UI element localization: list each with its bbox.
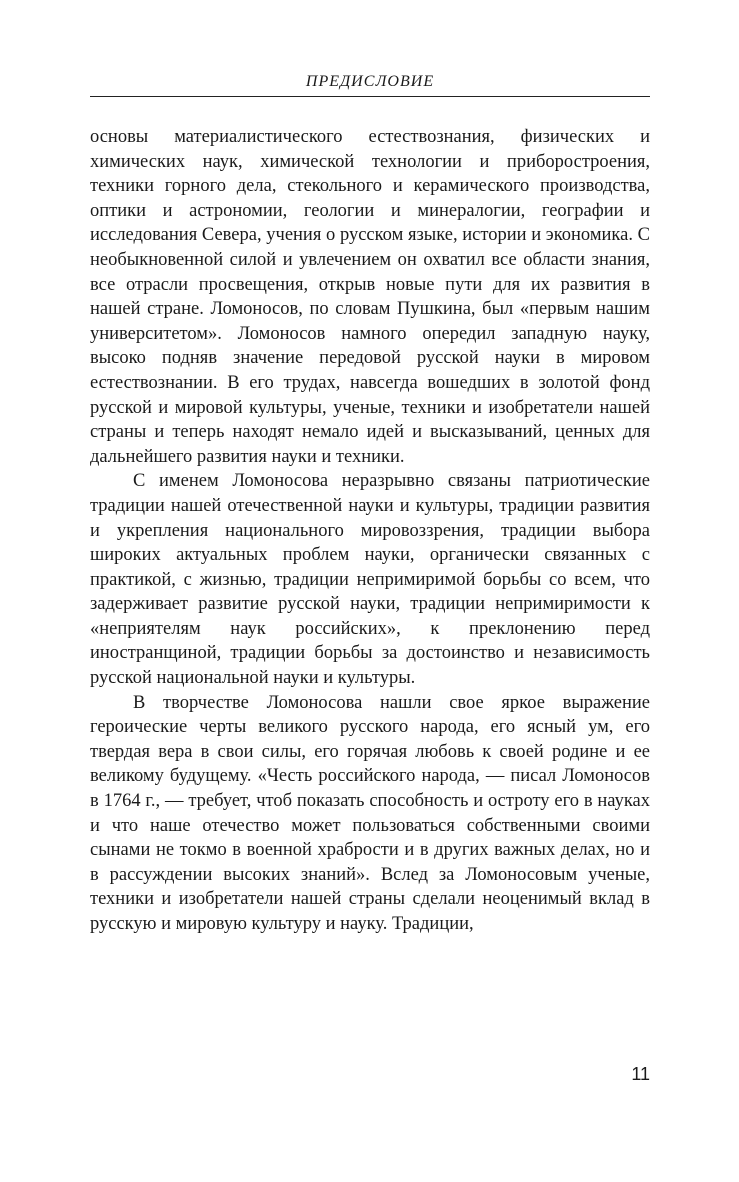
running-head: ПРЕДИСЛОВИЕ [90,72,650,97]
body-text [90,125,650,937]
paragraph-patriotic-traditions: С именем Ломоносова неразрывно связаны патриотические традиции нашей отечественной науки и культуры, традиции развития и укрепления национального мировоззрения, традиции выбора широких актуальных проблем науки, органически связанных с практикой, с жизнью, традиции непримиримой борьбы со всем, что задерживает развитие русской науки, традиции непримиримости к «неприятелям наук российских», к преклонению перед иностранщиной, традиции борьбы за достоинство и независимость русской национальной науки и культуры. [90,471,650,689]
book-page [90,72,650,937]
paragraph-continuation: основы материалистического естествознания, физических и химических наук, химической технологии и приборостроения, техники горного дела, стекольного и керамического производства, оптики и астрономии, геологии и минералогии, географии и исследования Севера, учения о русском языке, истории и экономика. С необыкновенной силой и увлечением он охватил все области знания, все отрасли просвещения, открыв новые пути для их развития в нашей стране. Ломоносов, по словам Пушкина, был «первым нашим университетом». Ломоносов намного опередил западную науку, высоко подняв значение передовой русской науки в мировом естествознании. В его трудах, навсегда вошедших в золотой фонд русской и мировой культуры, ученые, техники и изобретатели нашей страны и теперь находят немало идей и высказываний, ценных для дальнейшего развития науки и техники. [90,127,650,467]
page-number: 11 [631,1064,650,1084]
paragraph-heroic-traits: В творчестве Ломоносова нашли свое яркое выражение героические черты великого русского народа, его ясный ум, его твердая вера в свои силы, его горячая любовь к своей родине и ее великому будущему. «Честь российского народа, — писал Ломоносов в 1764 г., — требует, чтоб показать способность и остроту его в науках и что наше отечество может пользоваться собственными своими сынами не токмо в военной храбрости и в других важных делах, но и в рассуждении высоких знаний». Вслед за Ломоносовым ученые, техники и изобретатели нашей страны сделали неоценимый вклад в русскую и мировую культуру и науку. Традиции, [90,692,650,934]
